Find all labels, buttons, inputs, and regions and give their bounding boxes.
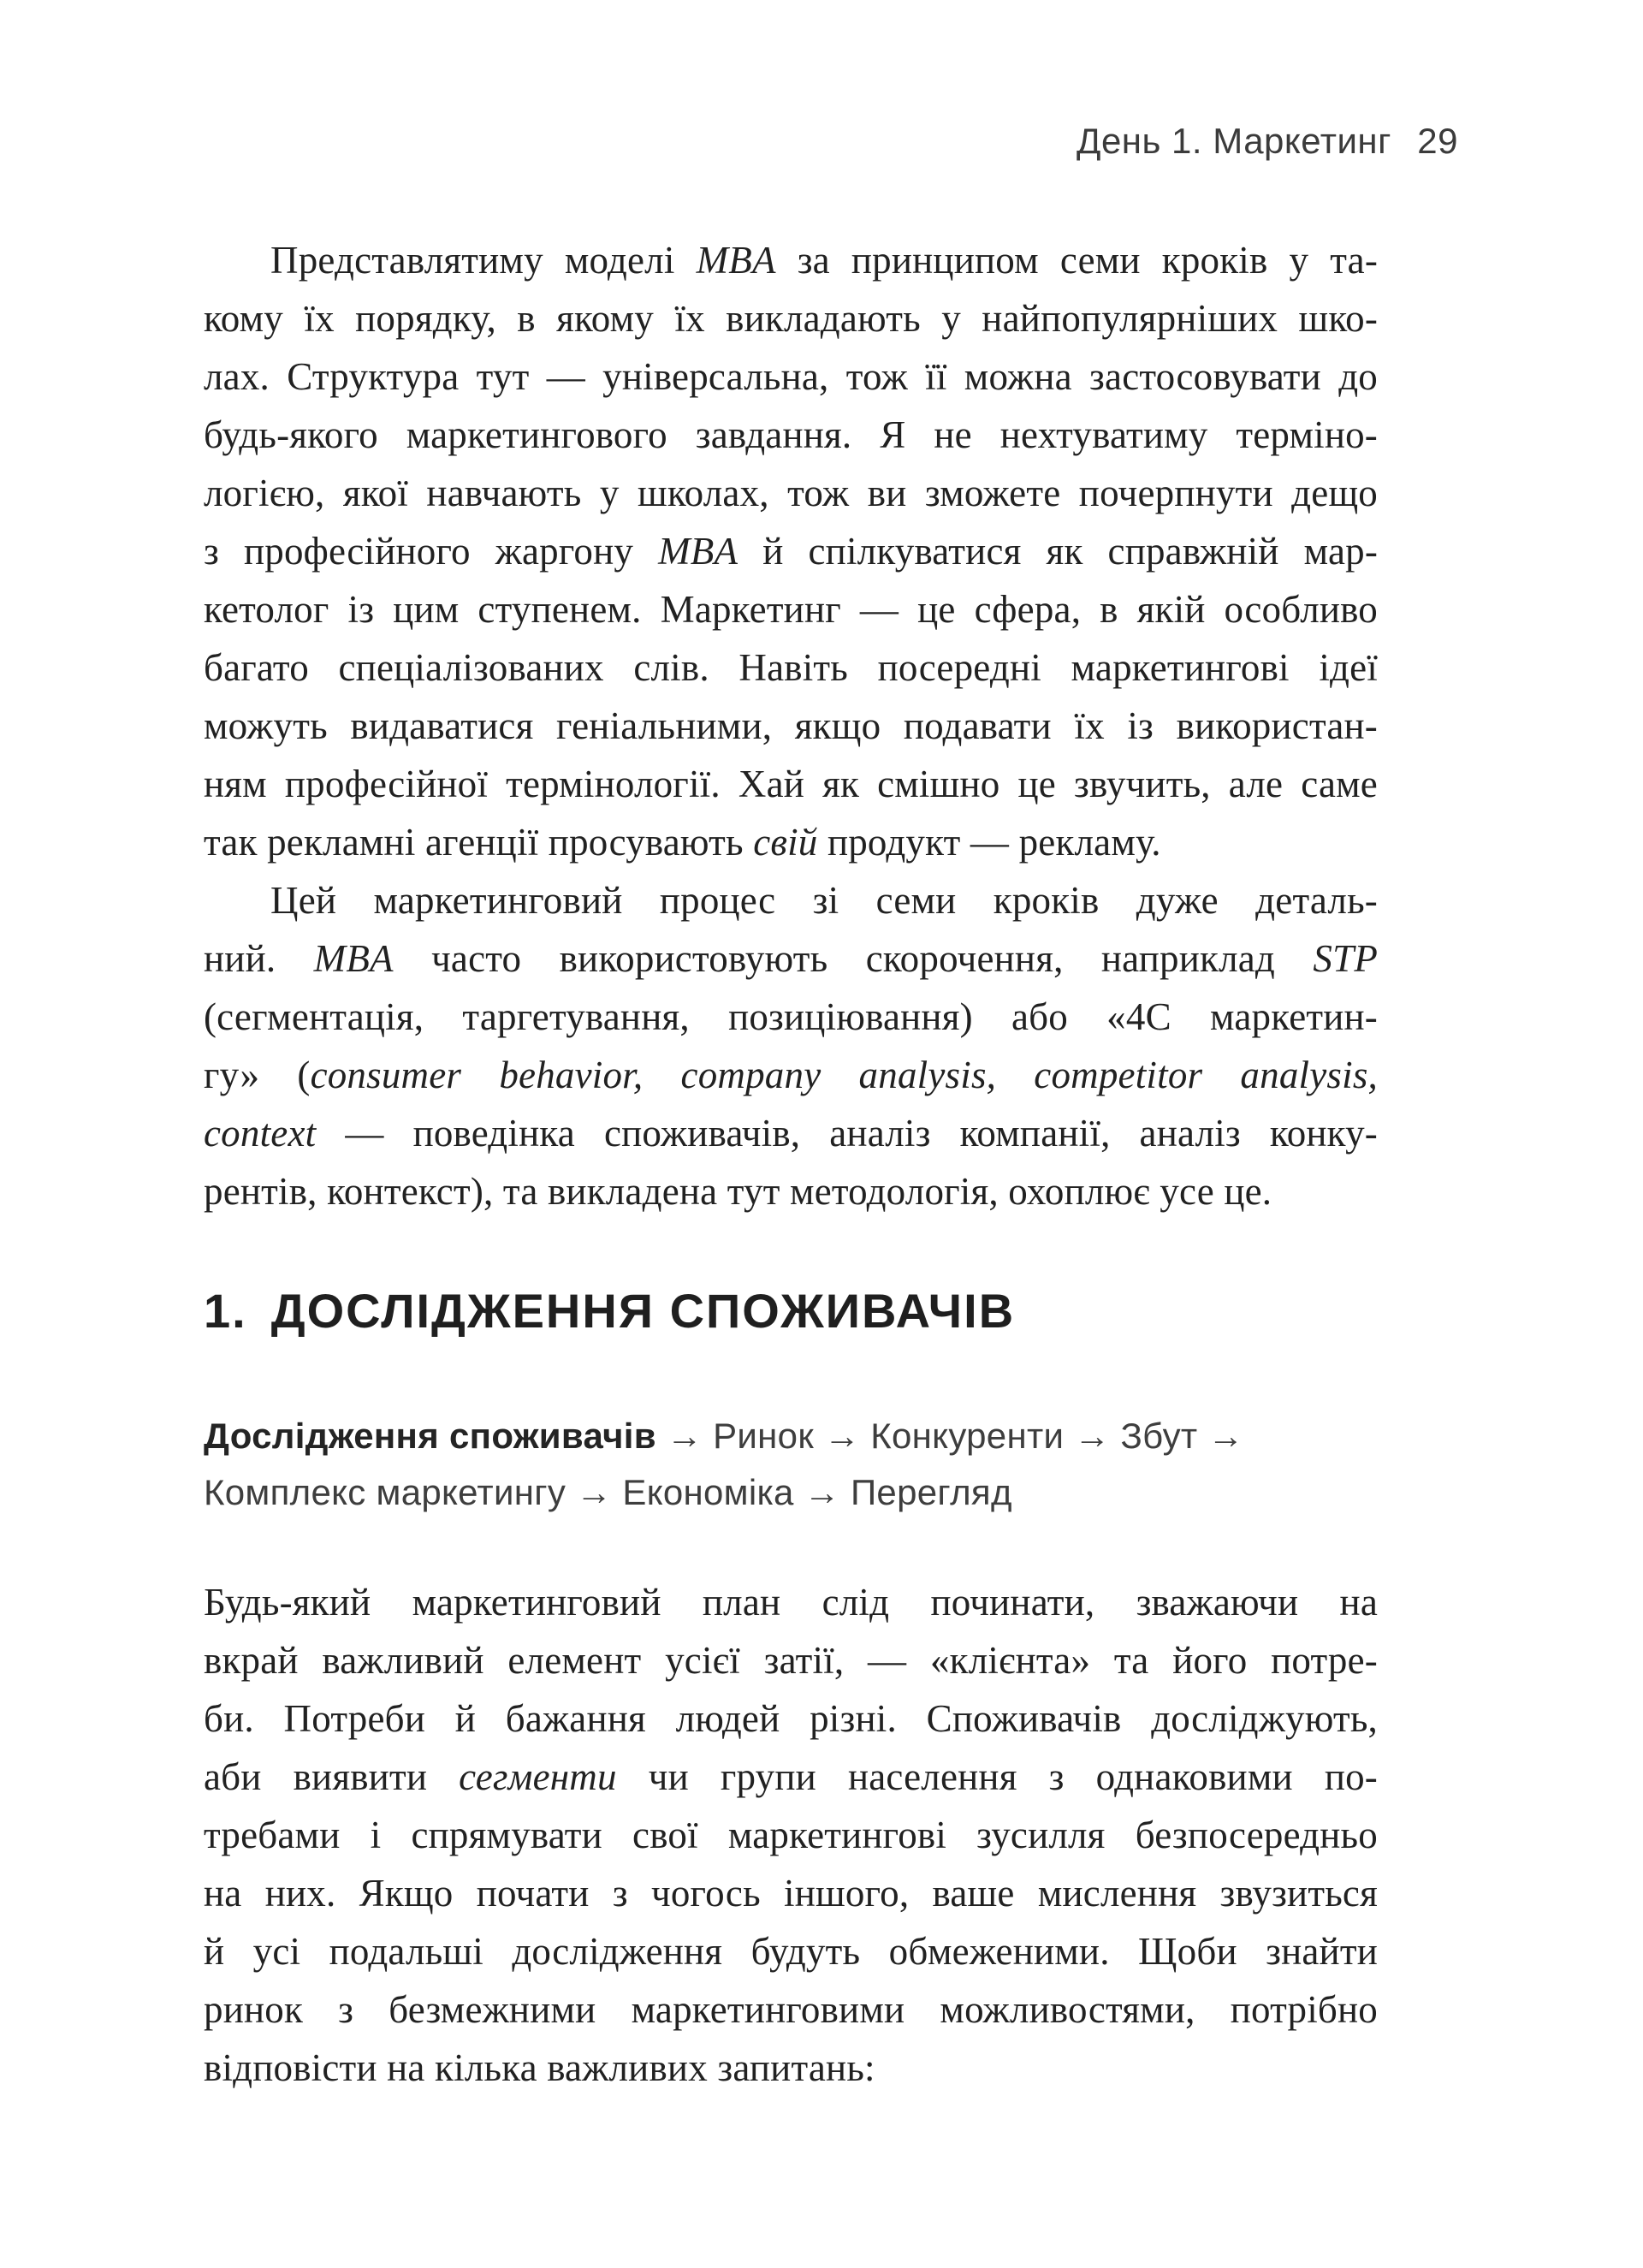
text-line: ням професійної термінології. Хай як смішно це звучить, але саме (204, 763, 1378, 805)
text-line: (сегментація, таргетування, позиціювання) або «4C маркетин- (204, 995, 1378, 1038)
text-line: на них. Якщо почати з чогось іншого, ваше мислення звузиться (204, 1872, 1378, 1915)
text-line: Цей маркетинговий процес зі семи кроків дуже деталь- (270, 879, 1378, 922)
section-number: 1. (204, 1284, 247, 1338)
process-steps (204, 1408, 1378, 1521)
text-line: з професійного жаргону MBA й спілкуватися як справжній мар- (204, 530, 1378, 573)
text-line: лах. Структура тут — універсальна, тож її можна застосовувати до (204, 355, 1378, 398)
text-line: вкрай важливий елемент усієї затії, — «клієнта» та його потре- (204, 1639, 1378, 1682)
page-header (1077, 122, 1458, 161)
text-line: требами і спрямувати свої маркетингові зусилля безпосередньо (204, 1814, 1378, 1856)
text-line: кетолог із цим ступенем. Маркетинг — це сфера, в якій особливо (204, 588, 1378, 631)
text-line: рентів, контекст), та викладена тут методологія, охоплює усе це. (204, 1170, 1272, 1213)
text-line: багато спеціалізованих слів. Навіть посередні маркетингові ідеї (204, 646, 1378, 689)
text-line: context — поведінка споживачів, аналіз компанії, аналіз конку- (204, 1112, 1378, 1155)
text-line: будь-якого маркетингового завдання. Я не нехтуватиму терміно- (204, 413, 1378, 456)
paragraph-process (204, 871, 1378, 1220)
paragraph-consumer-research (204, 1573, 1378, 2097)
text-line: ринок з безмежними маркетинговими можливостями, потрібно (204, 1988, 1378, 2031)
text-line: Дослідження споживачів → Ринок → Конкуренти → Збут → (204, 1416, 1244, 1456)
running-title: День 1. Маркетинг (1077, 121, 1391, 161)
text-line: логією, якої навчають у школах, тож ви зможете почерпнути дещо (204, 472, 1378, 514)
text-line: Будь-який маркетинговий план слід починати, зважаючи на (204, 1581, 1378, 1624)
text-line: ний. MBA часто використовують скорочення, наприклад STP (204, 937, 1379, 980)
text-line: відповісти на кілька важливих запитань: (204, 2046, 875, 2089)
section-title: ДОСЛІДЖЕННЯ СПОЖИВАЧІВ (270, 1284, 1016, 1338)
text-line: Представлятиму моделі MBA за принципом семи кроків у та- (270, 239, 1379, 282)
text-line: гу» (consumer behavior, company analysis, competitor analysis, (204, 1054, 1378, 1096)
text-line: аби виявити сегменти чи групи населення з однаковими по- (204, 1755, 1378, 1798)
text-line: можуть видаватися геніальними, якщо подавати їх із використан- (204, 704, 1378, 747)
text-line: кому їх порядку, в якому їх викладають у найпопулярніших шко- (204, 297, 1378, 340)
paragraph-intro (204, 231, 1378, 871)
text-line: й усі подальші дослідження будуть обмеженими. Щоби знайти (204, 1930, 1378, 1973)
text-line: Комплекс маркетингу → Економіка → Перегляд (204, 1472, 1012, 1512)
page-number: 29 (1417, 121, 1458, 161)
text-line: так рекламні агенції просувають свій продукт — рекламу. (204, 821, 1161, 864)
text-line: би. Потреби й бажання людей різні. Споживачів досліджують, (204, 1697, 1378, 1740)
section-heading (204, 1284, 1015, 1339)
